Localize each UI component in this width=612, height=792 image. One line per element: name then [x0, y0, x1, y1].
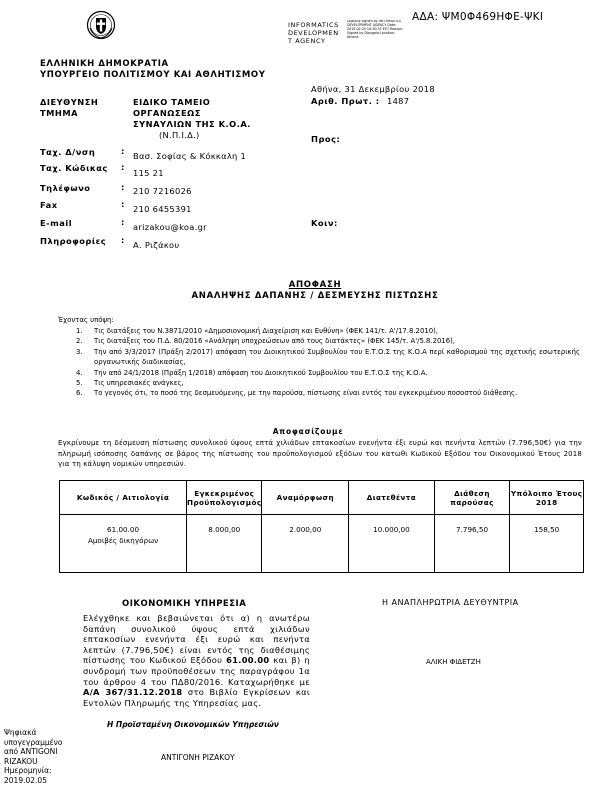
signature-line: RIZAKOU: [4, 756, 38, 766]
list-item: [76, 388, 580, 398]
digital-signature-stamp: Digitally signed by INFORMATICS DEVELOPMENT AGENCY Date: 2019.02.05 10:30:31 EET Reason: Signed by Diavgeia Location: Athens: [347, 20, 404, 39]
signature-line: Ημερομηνία:: [4, 766, 52, 776]
address-value: Βασ. Σοφίας & Κόκκαλη 1: [133, 151, 247, 161]
cell-reform: 2.000,00: [262, 515, 349, 573]
deputy-title: Η ΑΝΑΠΛΗΡΩΤΡΙΑ ΔΕΥΘΥΝΤΡΙΑ: [382, 598, 519, 607]
fax-value: 210 6455391: [133, 204, 192, 214]
dept-value-4: (Ν.Π.Ι.Δ.): [159, 130, 200, 140]
expense-code: 61.00.00: [107, 525, 140, 534]
budget-table: [59, 480, 584, 573]
list-item: [76, 336, 580, 346]
email-label: E-mail: [40, 218, 73, 228]
expense-reason: Αμοιβές δικηγόρων: [87, 536, 159, 545]
dept-value-1: ΕΙΔΙΚΟ ΤΑΜΕΙΟ: [133, 97, 211, 107]
item-number: 1.: [76, 327, 83, 335]
protocol-label: Αριθ. Πρωτ. :: [311, 96, 380, 106]
list-item: [76, 347, 580, 368]
fax-label: Fax: [40, 200, 58, 210]
colon: :: [121, 217, 125, 227]
item-text: Την από 24/1/2018 (Πράξη 1/2018) απόφαση του Διοικητικού Συμβουλίου του Ε.Τ.Ο.Σ της Κ.Ο.Α.: [94, 368, 428, 377]
decision-title: ΑΠΟΦΑΣΗ: [288, 280, 342, 290]
agency-logo-text: [288, 21, 348, 45]
info-value: Α. Ριζάκου: [133, 240, 180, 250]
item-number: 4.: [76, 368, 83, 377]
list-item: [76, 378, 580, 388]
item-number: 3.: [76, 347, 83, 356]
agency-line-2: DEVELOPMEN: [288, 29, 339, 37]
item-text: Τις διατάξεις του Π.Δ. 80/2016 «Ανάληψη υποχρεώσεων από τους διατάκτες» (ΦΕΚ 145/τ. Α'/5.8.2016),: [94, 337, 456, 346]
considerations-list: [76, 326, 580, 399]
cell-current: 7.796,50: [434, 515, 510, 573]
org-line-1: ΕΛΛΗΝΙΚΗ ΔΗΜΟΚΡΑΤΙΑ: [40, 59, 169, 69]
col-header-spent: Διατεθέντα: [349, 481, 435, 515]
signature-line: από ANTIGONI: [4, 747, 58, 757]
cell-remaining: 158,50: [510, 515, 584, 573]
colon: :: [121, 199, 125, 209]
cell-budget: 8.000,00: [187, 515, 262, 573]
col-header-reform: Αναμόρφωση: [262, 481, 349, 515]
finance-title: ΟΙΚΟΝΟΜΙΚΗ ΥΠΗΡΕΣΙΑ: [122, 599, 247, 609]
postcode-value: 115 21: [133, 168, 164, 178]
agency-line-3: T AGENCY: [288, 37, 326, 45]
item-number: 5.: [76, 379, 83, 388]
decision-subtitle: ΑΝΑΛΗΨΗΣ ΔΑΠΑΝΗΣ / ΔΕΣΜΕΥΣΗΣ ΠΙΣΤΩΣΗΣ: [191, 291, 439, 301]
colon: :: [121, 146, 125, 156]
list-item: [76, 326, 580, 336]
info-label: Πληροφορίες: [40, 236, 107, 246]
colon: :: [121, 182, 125, 192]
col-header-remaining: Υπόλοιπο Έτους 2018: [510, 481, 584, 515]
signature-line: υπογεγραμμένο: [4, 737, 63, 747]
decision-heading: Αποφασίζουμε: [272, 427, 344, 436]
signature-line: 2019.02.05: [4, 775, 47, 785]
cc-label: Κοιν:: [311, 218, 338, 228]
finance-certification: [83, 613, 310, 708]
table-header-row: [60, 481, 584, 515]
col-header-budget: Εγκεκριμένος Προϋπολογισμός: [187, 481, 262, 515]
col-header-code: Κωδικός / Αιτιολογία: [60, 481, 187, 515]
digital-signature-block: [4, 728, 62, 786]
dept-value-2: ΟΡΓΑΝΩΣΕΩΣ: [133, 108, 201, 118]
finance-aa-number: Α/Α 367/31.12.2018: [83, 687, 183, 698]
greek-coat-of-arms-emblem: [86, 10, 116, 40]
item-text: Το γεγονός ότι, το ποσό της δεσμευόμενης, με την παρούσα, πίστωσης είναι εντός του εγκεκριμένου ποσοστού διάθεσης.: [94, 389, 518, 398]
finance-text-2: και β) η συνδρομή των προϋποθέσεων της παραγράφου 1α του άρθρου 4 του ΠΔ80/2016. Καταχωρήθηκε με: [83, 655, 311, 687]
finance-text-3: στο Βιβλίο Εγκρίσεων και Εντολών Πληρωμής της Υπηρεσίας μας.: [83, 687, 310, 708]
finance-head-name: ΑΝΤΙΓΟΝΗ ΡΙΖΑΚΟΥ: [161, 753, 235, 762]
email-link[interactable]: arizakou@koa.gr: [133, 222, 207, 232]
cell-spent: 10.000,00: [349, 515, 435, 573]
item-text: Τις υπηρεσιακές ανάγκες,: [94, 379, 184, 388]
col-header-current: Διάθεση παρούσας: [434, 481, 510, 515]
decision-body: Εγκρίνουμε τη δέσμευση πίστωσης συνολικού ύψους επτά χιλιάδων επτακοσίων ενενήντα έξι ευρώ και πενήντα λεπτών (7.796,50€) για την πληρωμή ισόποσης δαπάνης σε βάρος της πίστωσης του προϋπολογισμού εξόδων του κατωθι Κωδικού Εξόδου του Οικονομικού Έτους 2018 για τη κάλυψη νομικών υπηρεσιών.: [58, 439, 582, 468]
protocol-number: 1487: [387, 96, 410, 106]
signature-line: Ψηφιακά: [4, 728, 37, 737]
item-text: Τις διατάξεις του Ν.3871/2010 «Δημοσιονομική Διαχείριση και Ευθύνη» (ΦΕΚ 141/τ. Α'/17.8.2010),: [94, 327, 438, 335]
colon: :: [121, 235, 125, 245]
deputy-name: ΑΛΙΚΗ ΦΙΔΕΤΖΗ: [426, 658, 481, 666]
table-row: [60, 515, 584, 573]
item-text: Την από 3/3/2017 (Πράξη 2/2017) απόφαση του Διοικητικού Συμβουλίου του Ε.Τ.Ο.Σ της Κ.Ο.Α περί καθορισμού της σχετικής εσωτερικής οργανωτικής διαδικασίας,: [94, 347, 580, 367]
finance-text-1: Ελέγχθηκε και βεβαιώνεται ότι α) η ανωτέρω δαπάνη συνολικού ύψους επτά χιλιάδων επτακοσίων ενενήντα έξι ευρώ και πενήντα λεπτών (7.796,50€) είναι εντός της διαθέσιμης πίστωσης του Κωδικού Εξόδου: [83, 613, 310, 666]
dept-label-1: ΔΙΕΥΘΥΝΣΗ: [40, 97, 99, 107]
ada-code: ΑΔΑ: ΨΜ0Φ469ΗΦΕ-ΨΚΙ: [412, 11, 544, 23]
finance-head-title: Η Προϊσταμένη Οικονομικών Υπηρεσιών: [107, 720, 279, 729]
cell-code: [60, 515, 187, 573]
postcode-label: Ταχ. Κώδικας: [40, 163, 108, 173]
dept-label-2: ΤΜΗΜΑ: [40, 108, 79, 118]
item-number: 2.: [76, 337, 83, 346]
list-item: [76, 368, 580, 378]
considering-intro: Έχοντας υπόψη:: [58, 316, 114, 324]
address-label: Ταχ. Δ/νση: [40, 147, 96, 157]
colon: :: [121, 162, 125, 172]
org-line-2: ΥΠΟΥΡΓΕΙΟ ΠΟΛΙΤΙΣΜΟΥ ΚΑΙ ΑΘΛΗΤΙΣΜΟΥ: [40, 70, 266, 80]
phone-value: 210 7216026: [133, 186, 192, 196]
recipient-label: Προς:: [311, 134, 341, 144]
finance-code: 61.00.00: [226, 655, 270, 666]
agency-line-1: INFORMATICS: [288, 21, 339, 29]
document-date: Αθήνα, 31 Δεκεμβρίου 2018: [311, 84, 435, 94]
phone-label: Τηλέφωνο: [40, 183, 91, 193]
item-number: 6.: [76, 389, 83, 398]
dept-value-3: ΣΥΝΑΥΛΙΩΝ ΤΗΣ Κ.Ο.Α.: [133, 119, 251, 129]
